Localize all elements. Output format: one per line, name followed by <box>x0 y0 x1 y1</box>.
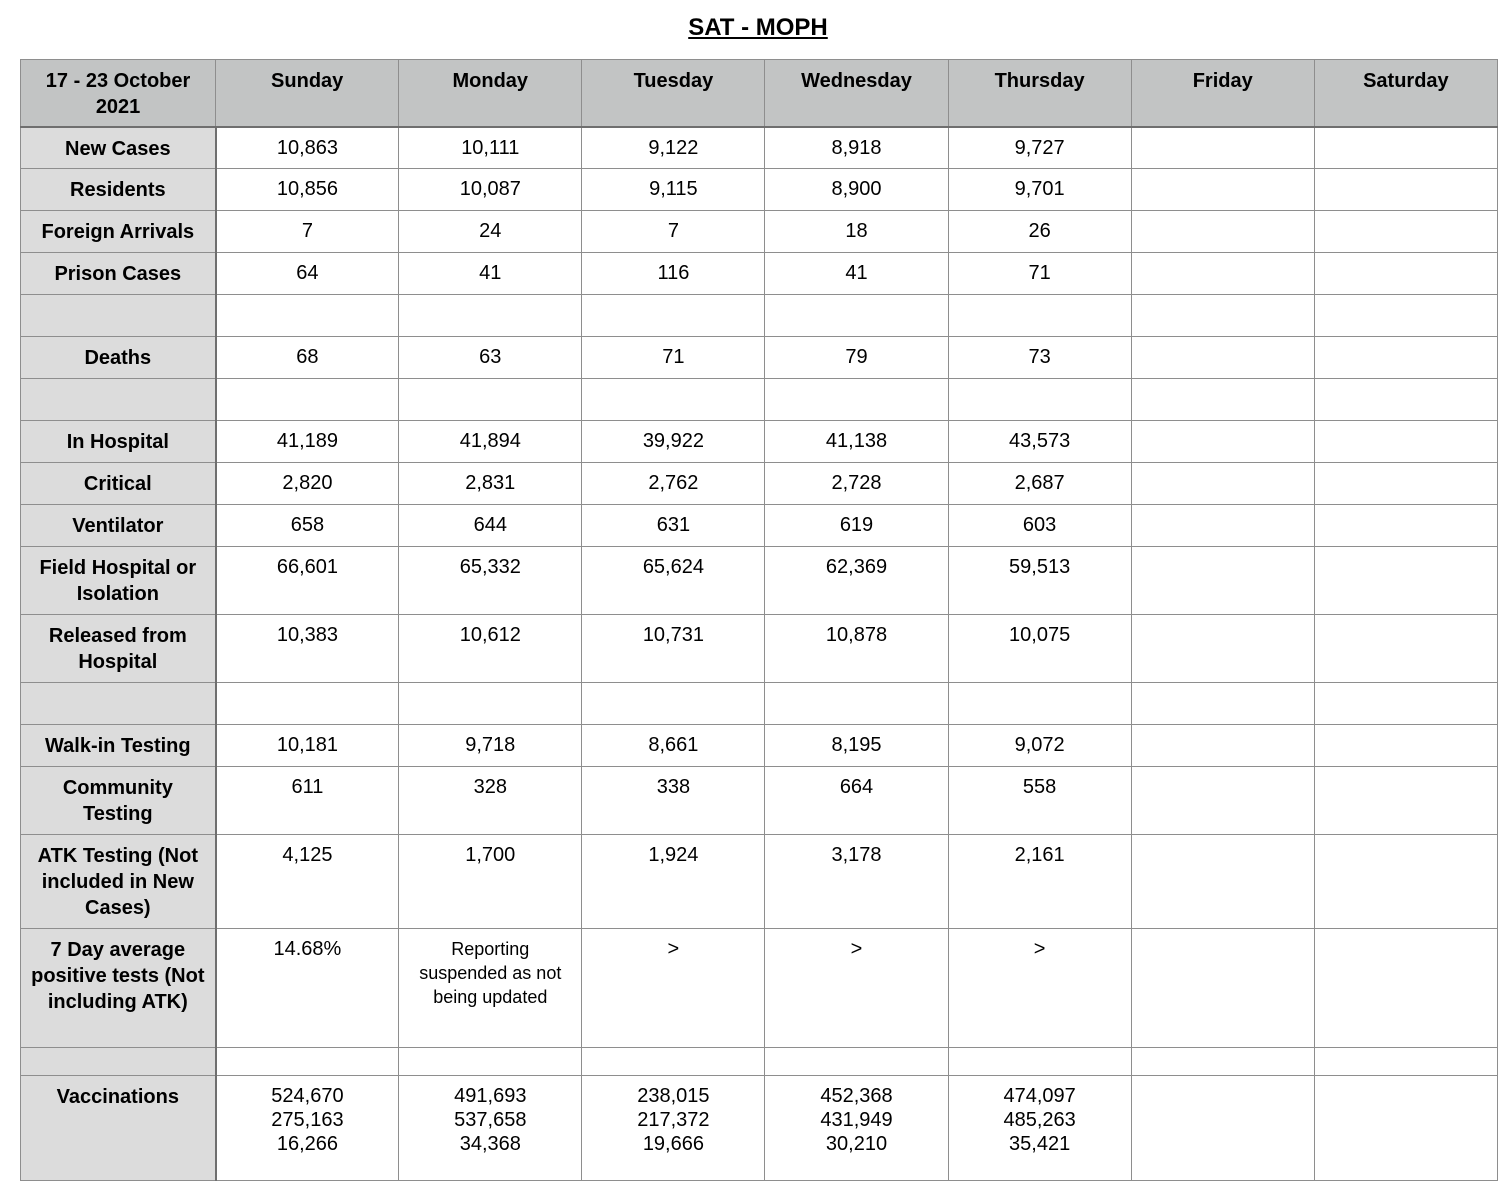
table-cell: 59,513 <box>948 547 1131 615</box>
table-cell: 73 <box>948 337 1131 379</box>
table-cell: 79 <box>765 337 948 379</box>
table-cell: 41 <box>399 253 582 295</box>
row-label: In Hospital <box>21 421 216 463</box>
table-cell: 2,762 <box>582 463 765 505</box>
period-header: 17 - 23 October 2021 <box>21 60 216 127</box>
spacer-row <box>21 1048 1498 1076</box>
row-label: New Cases <box>21 127 216 169</box>
table-cell: 64 <box>216 253 399 295</box>
table-cell <box>216 379 399 421</box>
table-row <box>21 169 1498 211</box>
row-label: Walk-in Testing <box>21 725 216 767</box>
table-cell <box>216 295 399 337</box>
spacer-row <box>21 295 1498 337</box>
table-row <box>21 615 1498 683</box>
table-cell: 603 <box>948 505 1131 547</box>
table-cell: 71 <box>582 337 765 379</box>
vaccination-value: 537,658 <box>454 1109 527 1131</box>
table-cell <box>1131 463 1314 505</box>
table-cell: 41 <box>765 253 948 295</box>
table-cell <box>1131 1048 1314 1076</box>
table-cell: 664 <box>765 767 948 835</box>
table-cell <box>1131 683 1314 725</box>
table-cell <box>399 379 582 421</box>
table-cell <box>948 683 1131 725</box>
row-label <box>21 1048 216 1076</box>
table-cell: 10,878 <box>765 615 948 683</box>
vaccination-value: 238,015 <box>637 1085 710 1107</box>
table-cell <box>1314 295 1497 337</box>
table-cell: 7 <box>582 211 765 253</box>
table-cell: 41,138 <box>765 421 948 463</box>
table-row-vaccinations <box>21 1076 1498 1181</box>
table-cell <box>1131 929 1314 1048</box>
table-cell <box>1131 725 1314 767</box>
table-cell <box>1131 211 1314 253</box>
row-label: Field Hospital or Isolation <box>21 547 216 615</box>
table-cell: 65,332 <box>399 547 582 615</box>
table-cell: 9,072 <box>948 725 1131 767</box>
table-cell <box>1131 379 1314 421</box>
table-cell <box>1314 463 1497 505</box>
row-label: Residents <box>21 169 216 211</box>
table-row <box>21 547 1498 615</box>
stats-table <box>20 59 1498 1181</box>
table-cell: 10,612 <box>399 615 582 683</box>
day-header: Friday <box>1131 60 1314 127</box>
table-cell <box>582 379 765 421</box>
vaccination-cell <box>399 1076 582 1181</box>
table-cell: 24 <box>399 211 582 253</box>
vaccination-value: 35,421 <box>1009 1133 1071 1155</box>
table-cell: 116 <box>582 253 765 295</box>
table-cell <box>1131 547 1314 615</box>
table-cell: 26 <box>948 211 1131 253</box>
row-label <box>21 683 216 725</box>
table-cell <box>948 1048 1131 1076</box>
table-cell <box>1314 379 1497 421</box>
table-cell: 558 <box>948 767 1131 835</box>
row-label: Prison Cases <box>21 253 216 295</box>
vaccination-cell <box>582 1076 765 1181</box>
table-cell: 10,383 <box>216 615 399 683</box>
table-cell: 8,918 <box>765 127 948 169</box>
row-label: Ventilator <box>21 505 216 547</box>
table-cell <box>1131 127 1314 169</box>
table-cell <box>948 295 1131 337</box>
page-title: SAT - MOPH <box>688 14 828 41</box>
table-cell: 9,727 <box>948 127 1131 169</box>
row-label <box>21 379 216 421</box>
table-cell <box>582 683 765 725</box>
vaccination-value: 452,368 <box>820 1085 893 1107</box>
table-row <box>21 505 1498 547</box>
table-cell <box>948 379 1131 421</box>
vaccination-value: 275,163 <box>271 1109 344 1131</box>
vaccination-value: 491,693 <box>454 1085 527 1107</box>
row-label: 7 Day average positive tests (Not including ATK) <box>21 929 216 1048</box>
spacer-row <box>21 683 1498 725</box>
table-cell <box>1314 421 1497 463</box>
table-cell: 2,728 <box>765 463 948 505</box>
table-cell: 8,900 <box>765 169 948 211</box>
table-cell <box>1131 295 1314 337</box>
vaccination-value: 16,266 <box>276 1133 339 1155</box>
day-header: Monday <box>399 60 582 127</box>
row-label: Vaccinations <box>21 1076 216 1181</box>
row-label: Deaths <box>21 337 216 379</box>
spacer-row <box>21 379 1498 421</box>
day-header: Wednesday <box>765 60 948 127</box>
table-row <box>21 835 1498 929</box>
table-row <box>21 421 1498 463</box>
table-cell <box>582 1048 765 1076</box>
table-cell <box>216 1048 399 1076</box>
table-cell <box>765 379 948 421</box>
table-cell: > <box>582 929 765 1048</box>
table-cell: 10,856 <box>216 169 399 211</box>
table-cell: 2,831 <box>399 463 582 505</box>
table-cell: 3,178 <box>765 835 948 929</box>
table-cell: 10,111 <box>399 127 582 169</box>
vaccination-cell <box>948 1076 1131 1181</box>
vaccination-value: 524,670 <box>271 1085 344 1107</box>
table-cell <box>1314 767 1497 835</box>
vaccination-value: 431,949 <box>820 1109 893 1131</box>
vaccination-value: 217,372 <box>637 1109 710 1131</box>
table-cell <box>1314 1048 1497 1076</box>
table-cell: 2,820 <box>216 463 399 505</box>
table-cell <box>1131 767 1314 835</box>
table-cell: 65,624 <box>582 547 765 615</box>
table-row <box>21 929 1498 1048</box>
header-row <box>21 60 1498 127</box>
table-cell: 8,195 <box>765 725 948 767</box>
day-header: Sunday <box>216 60 399 127</box>
table-row <box>21 127 1498 169</box>
table-cell: 9,701 <box>948 169 1131 211</box>
table-cell <box>1314 615 1497 683</box>
vaccination-value: 474,097 <box>1003 1085 1076 1107</box>
table-row <box>21 337 1498 379</box>
table-cell: Reporting suspended as not being updated <box>399 929 582 1048</box>
table-row <box>21 253 1498 295</box>
table-cell <box>1314 683 1497 725</box>
table-cell <box>1314 211 1497 253</box>
row-label <box>21 295 216 337</box>
row-label: Critical <box>21 463 216 505</box>
table-cell: 9,122 <box>582 127 765 169</box>
table-cell <box>1314 337 1497 379</box>
vaccination-value: 19,666 <box>642 1133 704 1155</box>
table-cell: 338 <box>582 767 765 835</box>
table-cell: 39,922 <box>582 421 765 463</box>
table-cell <box>1131 169 1314 211</box>
table-cell: 1,700 <box>399 835 582 929</box>
table-cell <box>1131 253 1314 295</box>
table-cell: 10,087 <box>399 169 582 211</box>
table-cell: 10,181 <box>216 725 399 767</box>
table-cell: 644 <box>399 505 582 547</box>
vaccination-cell <box>765 1076 948 1181</box>
table-cell <box>216 683 399 725</box>
table-cell: > <box>765 929 948 1048</box>
table-cell: 8,661 <box>582 725 765 767</box>
vaccination-value: 30,210 <box>825 1133 888 1155</box>
table-cell: 1,924 <box>582 835 765 929</box>
table-cell: 658 <box>216 505 399 547</box>
table-row <box>21 767 1498 835</box>
table-cell <box>765 683 948 725</box>
table-cell: 18 <box>765 211 948 253</box>
table-cell <box>1314 127 1497 169</box>
table-cell: 7 <box>216 211 399 253</box>
table-cell: 14.68% <box>216 929 399 1048</box>
table-cell: 619 <box>765 505 948 547</box>
table-cell: 68 <box>216 337 399 379</box>
table-row <box>21 463 1498 505</box>
table-row <box>21 211 1498 253</box>
table-cell <box>1131 615 1314 683</box>
vaccination-cell <box>1131 1076 1314 1181</box>
day-header: Thursday <box>948 60 1131 127</box>
table-cell: 66,601 <box>216 547 399 615</box>
table-cell: > <box>948 929 1131 1048</box>
table-cell: 2,687 <box>948 463 1131 505</box>
row-label: ATK Testing (Not included in New Cases) <box>21 835 216 929</box>
row-label: Foreign Arrivals <box>21 211 216 253</box>
table-cell <box>1131 337 1314 379</box>
table-cell: 41,894 <box>399 421 582 463</box>
vaccination-cell <box>216 1076 399 1181</box>
day-header: Tuesday <box>582 60 765 127</box>
table-cell <box>399 683 582 725</box>
row-label: Released from Hospital <box>21 615 216 683</box>
table-cell <box>1131 421 1314 463</box>
table-cell: 10,863 <box>216 127 399 169</box>
table-cell: 10,731 <box>582 615 765 683</box>
table-cell: 71 <box>948 253 1131 295</box>
table-cell: 9,115 <box>582 169 765 211</box>
day-header: Saturday <box>1314 60 1497 127</box>
table-cell <box>399 295 582 337</box>
vaccination-value: 485,263 <box>1003 1109 1076 1131</box>
table-cell: 611 <box>216 767 399 835</box>
table-cell: 2,161 <box>948 835 1131 929</box>
row-label: Community Testing <box>21 767 216 835</box>
table-cell: 328 <box>399 767 582 835</box>
table-cell <box>1314 929 1497 1048</box>
table-cell <box>1314 505 1497 547</box>
table-cell <box>765 295 948 337</box>
table-cell <box>1314 253 1497 295</box>
table-cell: 43,573 <box>948 421 1131 463</box>
table-cell <box>582 295 765 337</box>
table-cell: 10,075 <box>948 615 1131 683</box>
table-cell <box>765 1048 948 1076</box>
table-cell: 631 <box>582 505 765 547</box>
vaccination-value: 34,368 <box>459 1133 521 1155</box>
table-cell: 9,718 <box>399 725 582 767</box>
table-cell <box>1131 505 1314 547</box>
table-row <box>21 725 1498 767</box>
table-cell <box>1314 725 1497 767</box>
table-cell: 4,125 <box>216 835 399 929</box>
table-cell: 63 <box>399 337 582 379</box>
table-cell <box>1314 835 1497 929</box>
table-cell <box>1314 169 1497 211</box>
table-cell <box>399 1048 582 1076</box>
table-cell <box>1131 835 1314 929</box>
table-cell: 41,189 <box>216 421 399 463</box>
vaccination-cell <box>1314 1076 1497 1181</box>
table-cell <box>1314 547 1497 615</box>
table-cell: 62,369 <box>765 547 948 615</box>
